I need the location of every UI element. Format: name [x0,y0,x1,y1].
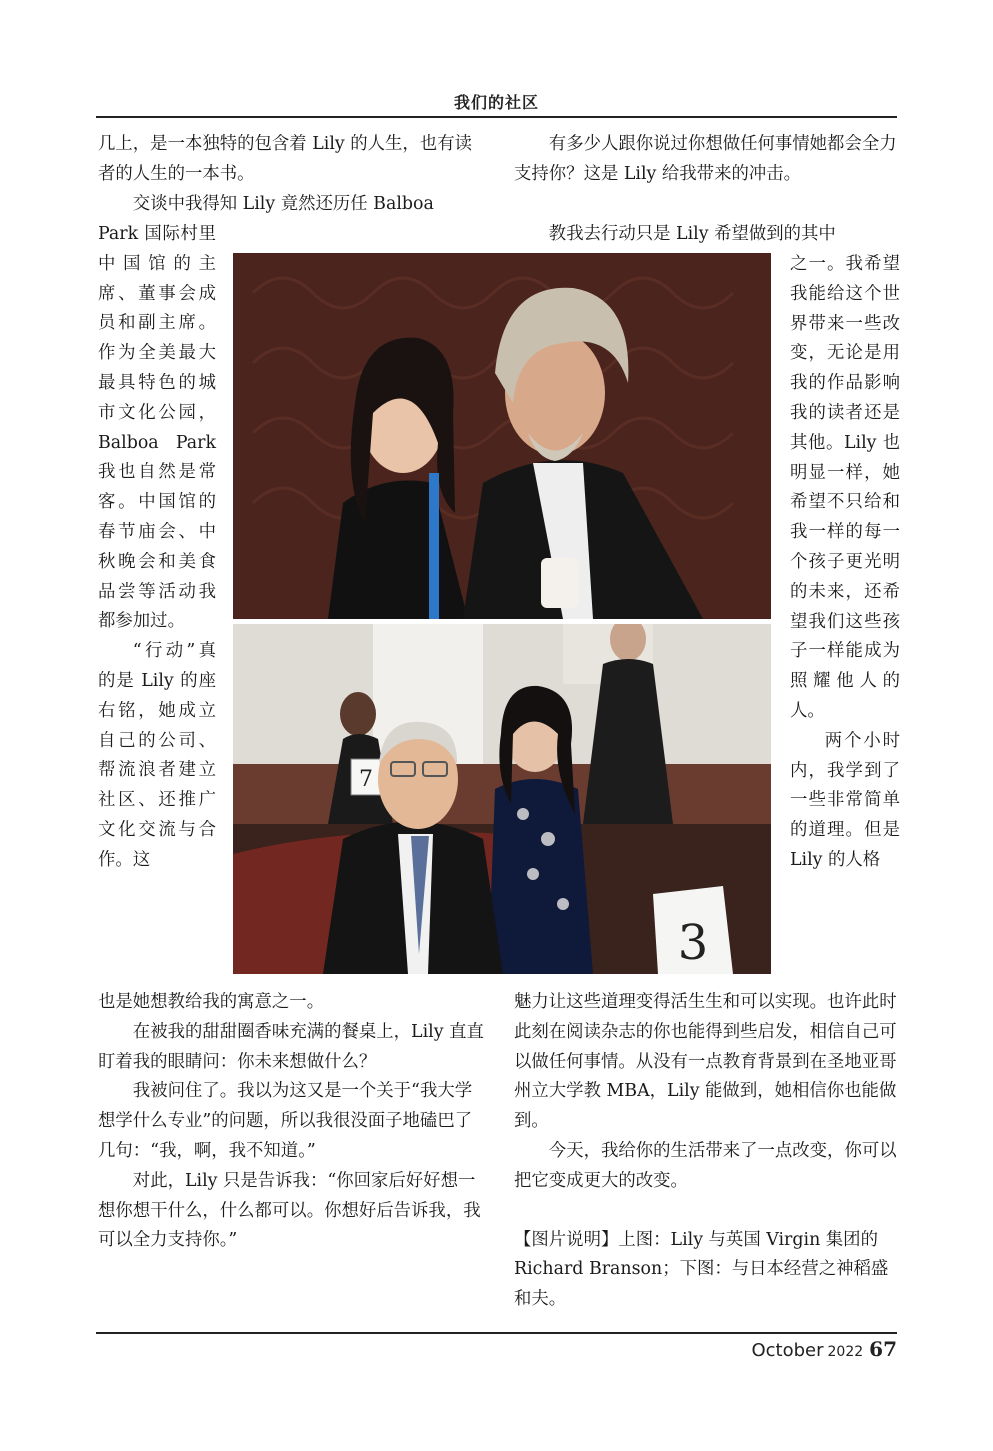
top-rule [96,116,897,118]
left-paragraph-3-tail: 也是她想教给我的寓意之一。 [98,992,325,1012]
left-paragraph-4: 在被我的甜甜圈香味充满的餐桌上，Lily 直直盯着我的眼睛问：你未来想做什么？ [98,1021,484,1072]
left-column-top [98,130,486,219]
right-narrow-paragraph-3: 两个小时内，我学到了一些非常简单的道理。但是 Lily 的人格 [790,730,900,870]
left-paragraph-5: 我被问住了。我以为这又是一个关于“我大学想学什么专业”的问题，所以我很没面子地磕巴了几句：“我，啊，我不知道。” [98,1081,473,1161]
right-narrow-column [790,250,900,876]
left-narrow-paragraph-3: “行动”真的是 Lily 的座右铭，她成立自己的公司、帮流浪者建立社区、还推广文化交流与合作。这 [98,641,216,870]
photo-top-illustration [233,253,771,619]
section-header: 我们的社区 [453,93,539,112]
photo-caption: 【图片说明】上图：Lily 与英国 Virgin 集团的 Richard Branson；下图：与日本经营之神稻盛和夫。 [514,1229,889,1310]
bottom-rule [96,1332,897,1334]
left-narrow-column [98,220,216,876]
left-narrow-paragraph-2: Park 国际村里中国馆的主席、董事会成员和副主席。作为全美最大最具特色的城市文化公园，Balboa Park 我也自然是常客。中国馆的春节庙会、中秋晚会和美食品尝等活动我都参加过。 [98,224,216,632]
left-paragraph-2-head: 交谈中我得知 Lily 竟然还历任 Balboa [132,193,434,214]
left-column-bottom [98,988,488,1256]
right-column-intro [514,220,897,250]
footer-month: October [751,1340,824,1361]
right-paragraph-1: 有多少人跟你说过你想做任何事情她都会全力支持你？这是 Lily 给我带来的冲击。 [514,134,897,184]
photo-lily-richard-branson [233,253,771,619]
photo-bottom-illustration [233,624,771,974]
photo-lily-kazuo-inamori [233,624,771,974]
right-paragraph-3-tail: 魅力让这些道理变得活生生和可以实现。也许此时此刻在阅读杂志的你也能得到些启发，相信自己可以做任何事情。从没有一点教育背景到在圣地亚哥州立大学教 MBA，Lily 能做到，她相信你也能做到。 [514,992,897,1132]
page-footer [751,1337,897,1361]
right-paragraph-4: 今天，我给你的生活带来了一点改变，你可以把它变成更大的改变。 [514,1140,897,1191]
right-column-bottom [514,988,900,1315]
table-card-7: 7 [359,767,373,792]
page-number: 67 [869,1337,897,1361]
right-narrow-paragraph-2: 之一。我希望我能给这个世界带来一些改变，无论是用我的作品影响我的读者还是其他。Lily 也明显一样，她希望不只给和我一样的每一个孩子更光明的未来，还希望我们这些孩子一样能成为照耀他人的人。 [790,254,900,721]
right-column-top [514,130,897,190]
right-paragraph-2-head: 教我去行动只是 Lily 希望做到的其中 [548,224,836,244]
left-paragraph-6: 对此，Lily 只是告诉我：“你回家后好好想一想你想干什么，什么都可以。你想好后告诉我，我可以全力支持你。” [98,1170,481,1251]
table-card-3: 3 [677,915,709,971]
footer-year: 2022 [827,1344,864,1360]
left-paragraph-1: 几上，是一本独特的包含着 Lily 的人生，也有读者的人生的一本书。 [98,134,472,184]
